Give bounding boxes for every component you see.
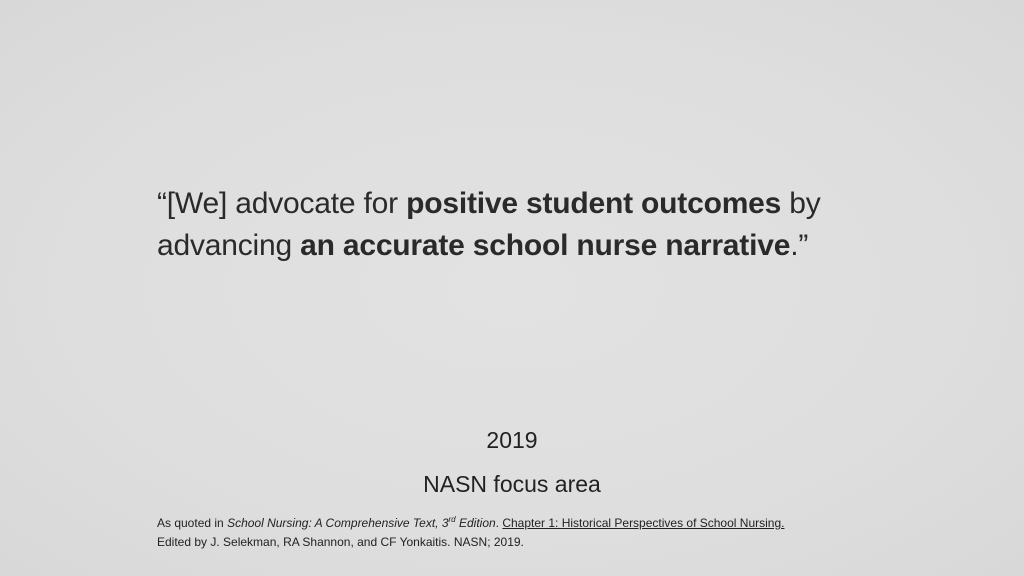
citation-edition-sup: rd	[448, 515, 456, 524]
citation-line-1	[157, 514, 957, 533]
quote-emphasis-outcomes: positive student outcomes	[406, 187, 782, 220]
citation-book-title-text: School Nursing: A Comprehensive Text, 3	[227, 516, 449, 530]
citation-book-title	[227, 516, 496, 530]
slide-year: 2019	[486, 427, 538, 453]
citation-chapter: Chapter 1: Historical Perspectives of School Nursing.	[502, 516, 785, 530]
slide-focus-label: NASN focus area	[423, 471, 601, 497]
quote-middle-text: by advancing	[157, 187, 821, 262]
quote-close-text: .”	[790, 229, 809, 262]
citation-line-2: Edited by J. Selekman, RA Shannon, and CF Yonkaitis. NASN; 2019.	[157, 535, 524, 549]
slide-quote	[157, 183, 917, 267]
quote-open-text: “[We] advocate for	[157, 187, 407, 220]
citation-edition-suffix: Edition	[455, 516, 496, 530]
citation-prefix: As quoted in	[157, 516, 228, 530]
citation	[157, 514, 957, 552]
quote-emphasis-narrative: an accurate school nurse narrative	[300, 229, 791, 262]
citation-period: .	[495, 516, 503, 530]
